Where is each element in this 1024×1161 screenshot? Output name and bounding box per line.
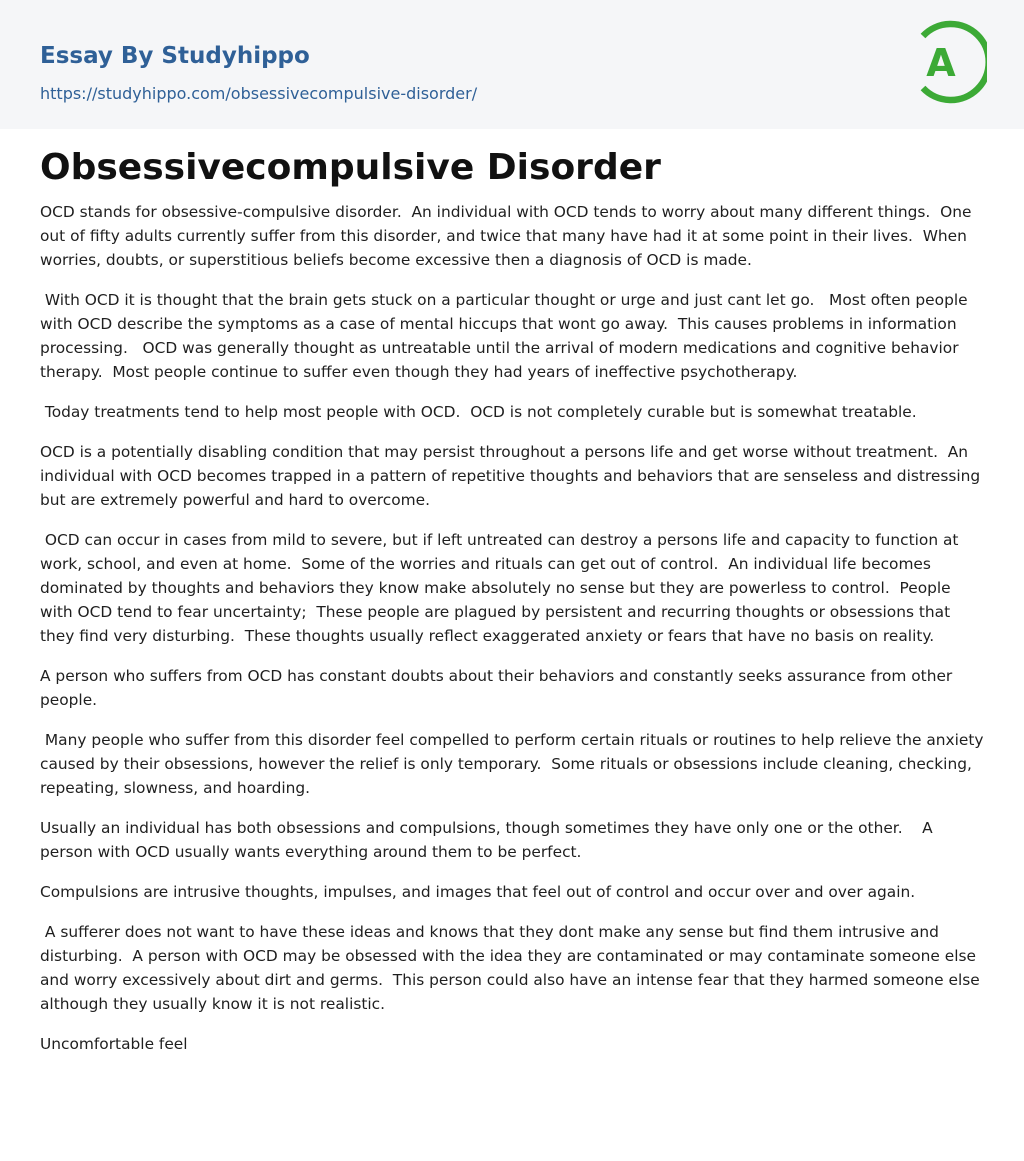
paragraph: Many people who suffer from this disorder feel compelled to perform certain rituals or routines to help relieve the anxiety caused by their obsessions, however the relief is only temporary. Some rituals or obsessions include cleaning, checking, repeating, slowness, and hoarding. — [40, 731, 989, 797]
essay-body — [40, 200, 988, 1072]
paragraph: With OCD it is thought that the brain gets stuck on a particular thought or urge and just cant let go. Most often people with OCD describe the symptoms as a case of mental hiccups that wont go away. This causes problems in information processing. OCD was generally thought as untreatable until the arrival of modern medications and cognitive behavior therapy. Most people continue to suffer even though they had years of ineffective psychotherapy. — [40, 291, 973, 381]
paragraph: Uncomfortable feel — [40, 1035, 188, 1053]
paragraph: OCD stands for obsessive-compulsive disorder. An individual with OCD tends to worry about many different things. One out of fifty adults currently suffer from this disorder, and twice that many have had it at some point in their lives. When worries, doubts, or superstitious beliefs become excessive then a diagnosis of OCD is made. — [40, 203, 977, 269]
paragraph: Today treatments tend to help most people with OCD. OCD is not completely curable but is somewhat treatable. — [40, 403, 917, 421]
brand-title[interactable]: Essay By Studyhippo — [40, 43, 310, 69]
page-title: Obsessivecompulsive Disorder — [40, 147, 661, 188]
paragraph: OCD is a potentially disabling condition that may persist throughout a persons life and get worse without treatment. An individual with OCD becomes trapped in a pattern of repetitive thoughts and behaviors that are senseless and distressing but are extremely powerful and hard to overcome. — [40, 443, 986, 509]
paragraph: A person who suffers from OCD has constant doubts about their behaviors and constantly seeks assurance from other people. — [40, 667, 958, 709]
source-url-link[interactable]: https://studyhippo.com/obsessivecompulsive-disorder/ — [40, 84, 478, 103]
studyhippo-logo-icon[interactable] — [912, 19, 987, 105]
paragraph: Compulsions are intrusive thoughts, impulses, and images that feel out of control and occur over and over again. — [40, 883, 916, 901]
paragraph: Usually an individual has both obsessions and compulsions, though sometimes they have only one or the other. A person with OCD usually wants everything around them to be perfect. — [40, 819, 938, 861]
paragraph: A sufferer does not want to have these ideas and knows that they dont make any sense but find them intrusive and disturbing. A person with OCD may be obsessed with the idea they are contaminated or may contaminate someone else and worry excessively about dirt and germs. This person could also have an intense fear that they harmed someone else although they usually know it is not realistic. — [40, 923, 985, 1013]
logo-letter: A — [926, 41, 956, 85]
paragraph: OCD can occur in cases from mild to severe, but if left untreated can destroy a persons life and capacity to function at work, school, and even at home. Some of the worries and rituals can get out of control. An individual life becomes dominated by thoughts and behaviors they know make absolutely no sense but they are powerless to control. People with OCD tend to fear uncertainty; These people are plagued by persistent and recurring thoughts or obsessions that they find very disturbing. These thoughts usually reflect exaggerated anxiety or fears that have no basis on reality. — [40, 531, 964, 645]
